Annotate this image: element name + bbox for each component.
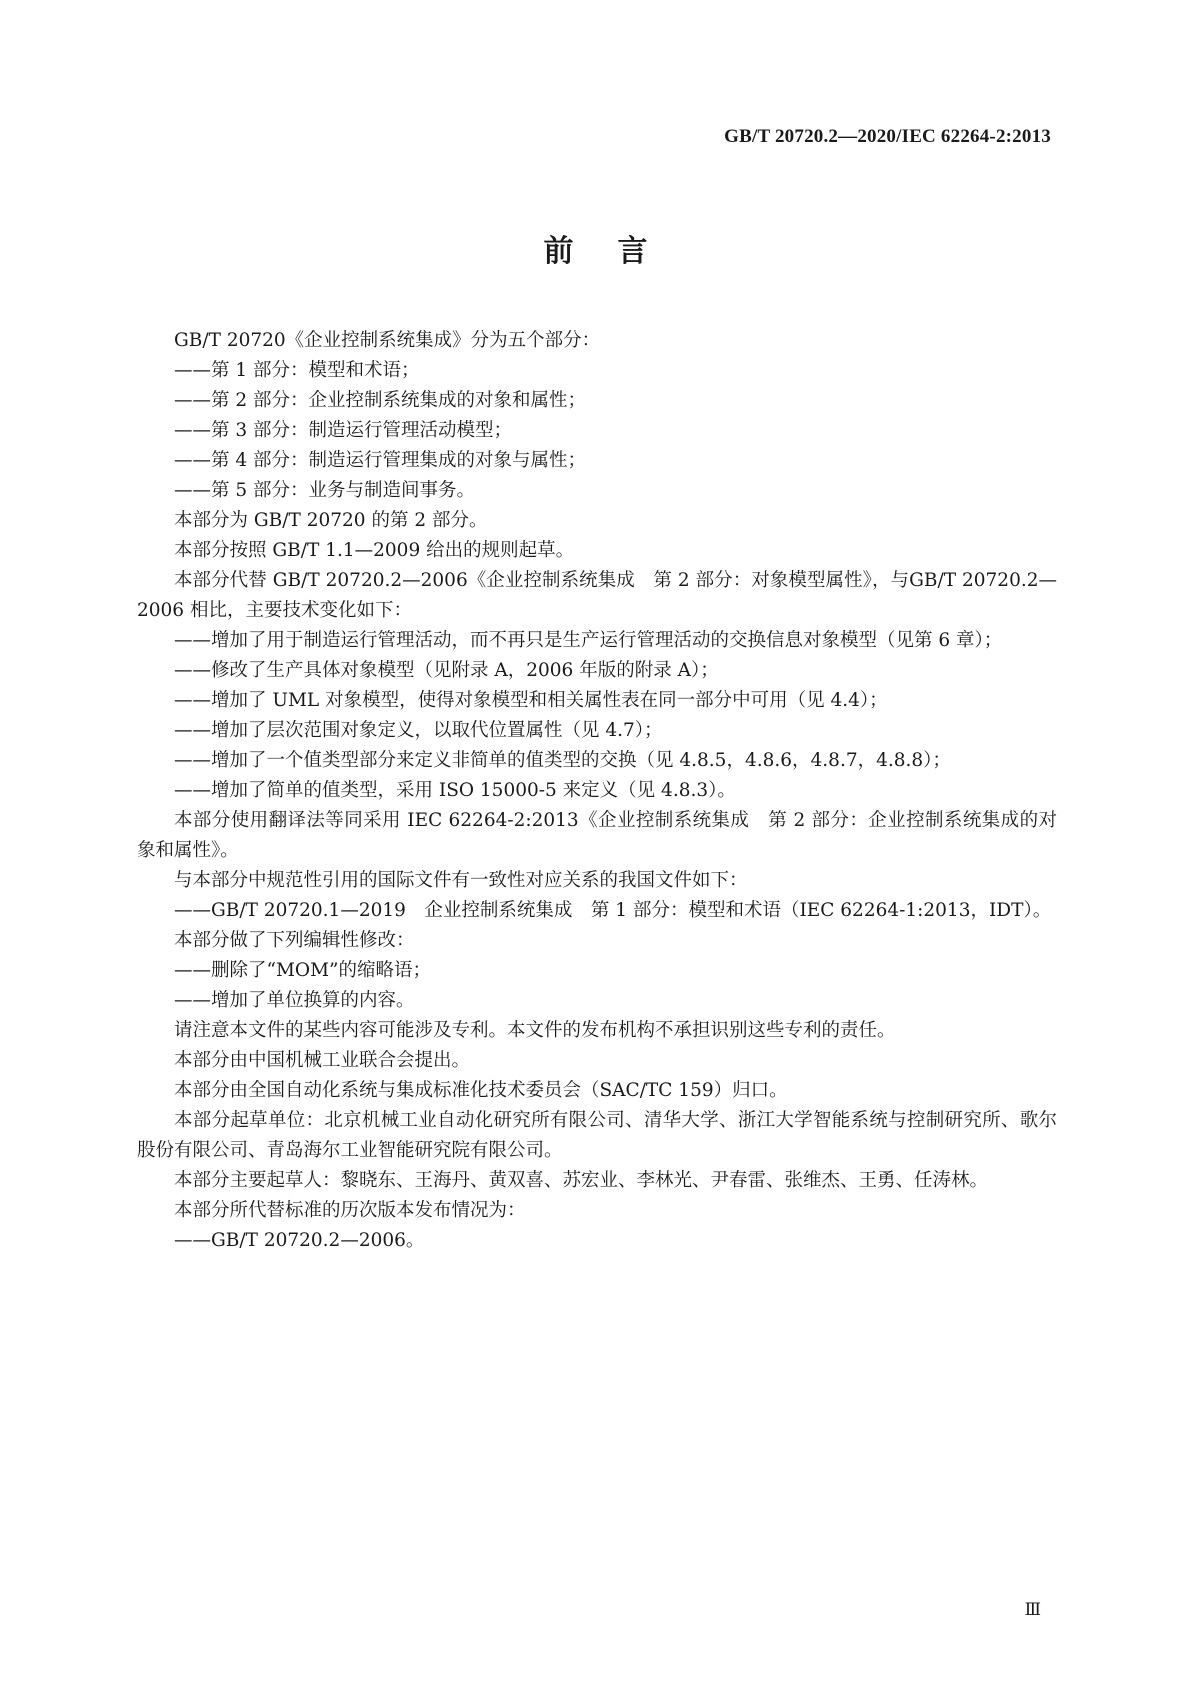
proposed-by-paragraph: 本部分由中国机械工业联合会提出。: [174, 1050, 471, 1071]
change-list-item: ——增加了 UML 对象模型，使得对象模型和相关属性表在同一部分中可用（见 4.4）；: [174, 690, 888, 711]
part-list-item: ——第 5 部分：业务与制造间事务。: [174, 480, 476, 501]
drafters-paragraph: 本部分主要起草人：黎晓东、王海丹、黄双喜、苏宏业、李林光、尹春雷、张维杰、王勇、任涛林。: [174, 1170, 989, 1191]
change-list-item: ——修改了生产具体对象模型（见附录 A，2006 年版的附录 A）；: [174, 660, 719, 681]
this-part-paragraph: 本部分为 GB/T 20720 的第 2 部分。: [174, 510, 488, 531]
edit-list-item: ——增加了单位换算的内容。: [174, 990, 415, 1011]
edit-list-item: ——删除了“MOM”的缩略语；: [174, 960, 431, 981]
adoption-paragraph: 本部分使用翻译法等同采用 IEC 62264-2:2013《企业控制系统集成 第 2 部分：企业控制系统集成的对象和属性》。: [137, 810, 1057, 861]
change-list-item: ——增加了用于制造运行管理活动，而不再只是生产运行管理活动的交换信息对象模型（见第 6 章）；: [174, 630, 1003, 651]
page-title: 前言: [543, 234, 692, 269]
drafting-units-paragraph: 本部分起草单位：北京机械工业自动化研究所有限公司、清华大学、浙江大学智能系统与控制研究所、歌尔股份有限公司、青岛海尔工业智能研究院有限公司。: [137, 1110, 1057, 1161]
part-list-item: ——第 2 部分：企业控制系统集成的对象和属性；: [174, 390, 587, 411]
corresponding-intro-paragraph: 与本部分中规范性引用的国际文件有一致性对应关系的我国文件如下：: [174, 870, 748, 891]
foreword-body: [137, 326, 1057, 1256]
history-list-item: ——GB/T 20720.2—2006。: [174, 1230, 425, 1251]
drafting-rules-paragraph: 本部分按照 GB/T 1.1—2009 给出的规则起草。: [174, 540, 575, 561]
change-list-item: ——增加了简单的值类型，采用 ISO 15000-5 来定义（见 4.8.3）。: [174, 780, 736, 801]
standard-code-header: GB/T 20720.2—2020/IEC 62264-2:2013: [724, 126, 1051, 147]
part-list-item: ——第 3 部分：制造运行管理活动模型；: [174, 420, 513, 441]
replaces-paragraph: 本部分代替 GB/T 20720.2—2006《企业控制系统集成 第 2 部分：对象模型属性》，与GB/T 20720.2—2006 相比，主要技术变化如下：: [137, 570, 1057, 621]
change-list-item: ——增加了一个值类型部分来定义非简单的值类型的交换（见 4.8.5，4.8.6，4.8.7，4.8.8）；: [174, 750, 951, 771]
history-intro-paragraph: 本部分所代替标准的历次版本发布情况为：: [174, 1200, 526, 1221]
part-list-item: ——第 4 部分：制造运行管理集成的对象与属性；: [174, 450, 587, 471]
centralized-by-paragraph: 本部分由全国自动化系统与集成标准化技术委员会（SAC/TC 159）归口。: [174, 1080, 788, 1101]
edits-intro-paragraph: 本部分做了下列编辑性修改：: [174, 930, 415, 951]
corresponding-list-item: ——GB/T 20720.1—2019 企业控制系统集成 第 1 部分：模型和术语（IEC 62264-1:2013，IDT）。: [174, 900, 1052, 921]
patent-notice-paragraph: 请注意本文件的某些内容可能涉及专利。本文件的发布机构不承担识别这些专利的责任。: [174, 1020, 896, 1041]
intro-paragraph: GB/T 20720《企业控制系统集成》分为五个部分：: [174, 330, 601, 351]
part-list-item: ——第 1 部分：模型和术语；: [174, 360, 420, 381]
change-list-item: ——增加了层次范围对象定义，以取代位置属性（见 4.7）；: [174, 720, 663, 741]
page-number: Ⅲ: [1024, 1600, 1041, 1619]
